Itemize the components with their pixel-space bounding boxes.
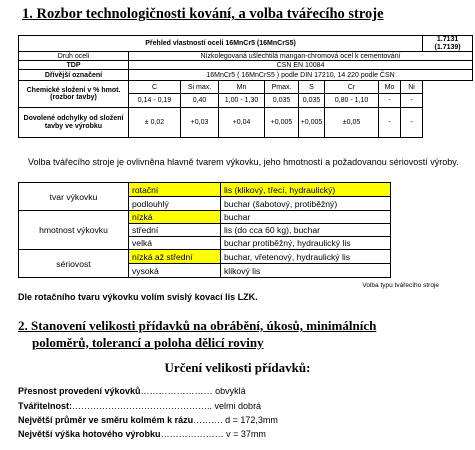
heading-allowances: Určení velikosti přídavků: bbox=[164, 360, 311, 375]
element-header: Mo bbox=[379, 81, 401, 94]
group-label: sériovost bbox=[19, 250, 129, 278]
element-header: Pmax. bbox=[265, 81, 299, 94]
param-label: Největší průměr ve směru kolmém k rázu bbox=[18, 415, 194, 425]
press-cell: klikový lis bbox=[221, 264, 391, 278]
former-label: Dřívější označení bbox=[19, 70, 129, 81]
param-value: d = 172,3mm bbox=[225, 415, 278, 425]
element-header: Si max. bbox=[181, 81, 219, 94]
intro-paragraph: Volba tvářecího stroje je ovlivněna hlavně tvarem výkovku, jeho hmotností a požadovanou sériovostí výroby. bbox=[28, 157, 459, 167]
param-dots: ……………………………………….. bbox=[72, 401, 213, 411]
press-cell: buchar, vřetenový, hydraulický lis bbox=[221, 250, 391, 264]
option-cell: nízká bbox=[129, 211, 221, 224]
param-label: Tvářitelnost: bbox=[18, 401, 73, 411]
param-row bbox=[18, 429, 266, 439]
element-header: S bbox=[299, 81, 325, 94]
deviation-label: Dovolené odchylky od složení tavby ve výrobku bbox=[19, 108, 129, 138]
composition-value: - bbox=[379, 94, 401, 108]
press-cell: buchar bbox=[221, 211, 391, 224]
option-cell: střední bbox=[129, 224, 221, 237]
empty-cell bbox=[423, 81, 473, 138]
option-cell: nízká až střední bbox=[129, 250, 221, 264]
composition-value: 0,80 - 1,10 bbox=[325, 94, 379, 108]
param-label: Přesnost provedení výkovků bbox=[18, 386, 141, 396]
deviation-value: - bbox=[379, 108, 401, 138]
param-dots: ………. bbox=[193, 415, 223, 425]
composition-value: 1,00 - 1,30 bbox=[219, 94, 265, 108]
heading-section-1: 1. Rozbor technologičnosti kování, a volba tvářecího stroje bbox=[22, 6, 384, 22]
composition-value: 0,035 bbox=[265, 94, 299, 108]
heading-line-1: 2. Stanovení velikosti přídavků na obrábění, úkosů, minimálních bbox=[18, 318, 377, 333]
deviation-value: +0,03 bbox=[181, 108, 219, 138]
element-header: C bbox=[129, 81, 181, 94]
heading-section-2 bbox=[18, 318, 448, 351]
former-value: 16MnCr5 ( 16MnCrS5 ) podle DIN 17210, 14 220 podle ČSN bbox=[129, 70, 473, 81]
tdp-value: ČSN EN 10084 bbox=[129, 61, 473, 70]
props-title: Přehled vlastností oceli 16MnCr5 (16MnCrS5) bbox=[19, 36, 423, 52]
param-dots: …………………… bbox=[140, 386, 213, 396]
chem-label: Chemické složení v % hmot. (rozbor tavby) bbox=[19, 81, 129, 108]
deviation-value: +0,005 bbox=[299, 108, 325, 138]
tdp-label: TDP bbox=[19, 61, 129, 70]
composition-value: 0,14 - 0,19 bbox=[129, 94, 181, 108]
element-header: Mn bbox=[219, 81, 265, 94]
composition-value: - bbox=[401, 94, 423, 108]
option-cell: podlouhlý bbox=[129, 197, 221, 211]
deviation-value: +0,04 bbox=[219, 108, 265, 138]
press-choice-text: Dle rotačního tvaru výkovku volím svislý kovací lis LZK. bbox=[18, 292, 258, 302]
param-row bbox=[18, 415, 278, 425]
deviation-value: - bbox=[401, 108, 423, 138]
option-cell: rotační bbox=[129, 183, 221, 197]
param-value: velmi dobrá bbox=[214, 401, 262, 411]
druh-value: Nízkolegovaná ušlechtilá mangan-chromová ocel k cementování bbox=[129, 52, 473, 61]
heading-line-2: poloměrů, tolerancí a poloha dělicí roviny bbox=[32, 334, 264, 350]
param-dots: ………………… bbox=[160, 429, 224, 439]
composition-value: 0,40 bbox=[181, 94, 219, 108]
element-header: Cr bbox=[325, 81, 379, 94]
steel-properties-table bbox=[18, 35, 473, 138]
param-row bbox=[18, 401, 261, 411]
deviation-value: +0,005 bbox=[265, 108, 299, 138]
press-cell: buchar protiběžný, hydraulický lis bbox=[221, 237, 391, 250]
param-row bbox=[18, 386, 246, 396]
group-label: hmotnost výkovku bbox=[19, 211, 129, 250]
deviation-value: ±0,05 bbox=[325, 108, 379, 138]
param-label: Největší výška hotového výrobku bbox=[18, 429, 161, 439]
press-cell: lis (do cca 60 kg), buchar bbox=[221, 224, 391, 237]
param-value: v = 37mm bbox=[226, 429, 266, 439]
druh-label: Druh oceli bbox=[19, 52, 129, 61]
steel-code: 1.7131 (1.7139) bbox=[423, 36, 473, 52]
press-cell: lis (klikový, třecí, hydraulický) bbox=[221, 183, 391, 197]
option-cell: vysoká bbox=[129, 264, 221, 278]
press-selection-table bbox=[18, 182, 391, 278]
deviation-value: ± 0,02 bbox=[129, 108, 181, 138]
composition-value: 0,035 bbox=[299, 94, 325, 108]
param-value: obvyklá bbox=[215, 386, 246, 396]
table-caption: Volba typu tvářecího stroje bbox=[362, 282, 439, 289]
option-cell: velká bbox=[129, 237, 221, 250]
group-label: tvar výkovku bbox=[19, 183, 129, 211]
press-cell: buchar (šabotový, protiběžný) bbox=[221, 197, 391, 211]
element-header: Ni bbox=[401, 81, 423, 94]
